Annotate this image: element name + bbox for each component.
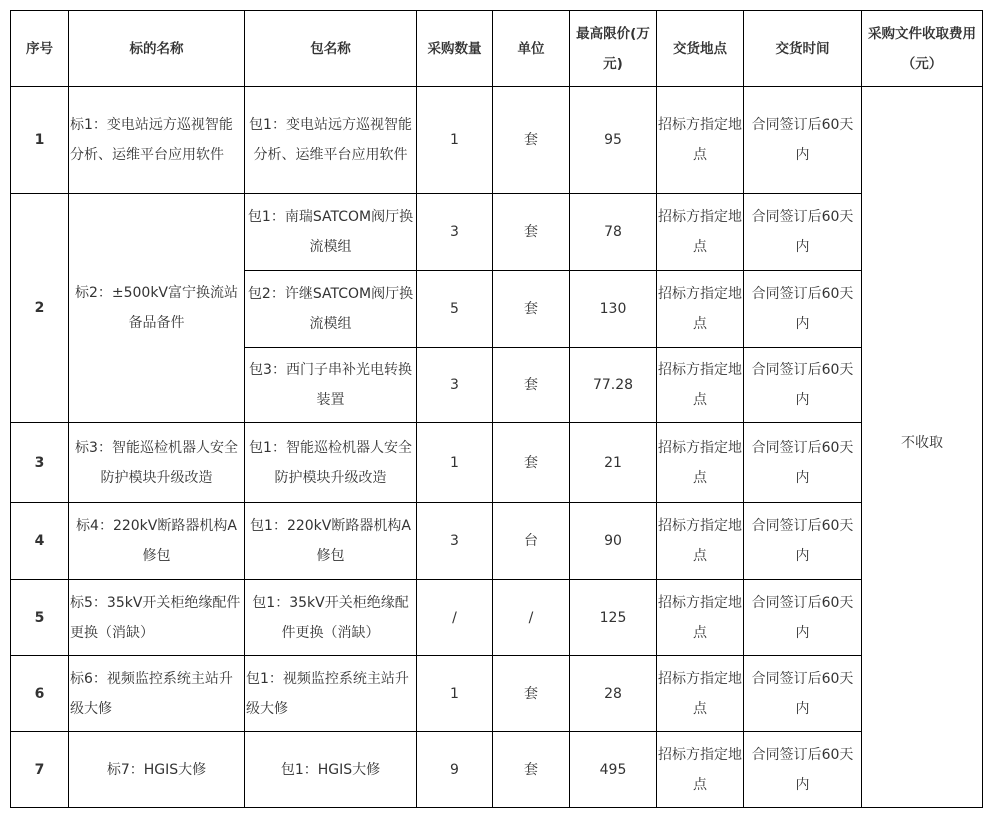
delivery-location-cell: 招标方指定地点 [657, 732, 744, 808]
delivery-location-cell: 招标方指定地点 [657, 194, 744, 271]
max-price-cell: 77.28 [570, 348, 657, 423]
document-fee-value: 不收取 [901, 435, 943, 451]
package-name-cell: 包3：西门子串补光电转换装置 [245, 348, 417, 423]
unit-cell: 套 [493, 423, 570, 503]
lot-name-cell: 标4：220kV断路器机构A修包 [69, 503, 245, 580]
delivery-location-cell: 招标方指定地点 [657, 423, 744, 503]
delivery-time-cell: 合同签订后60天内 [744, 194, 862, 271]
delivery-location-cell: 招标方指定地点 [657, 580, 744, 656]
lot-name-cell: 标2：±500kV富宁换流站备品备件 [69, 194, 245, 423]
package-name-cell: 包1：220kV断路器机构A修包 [245, 503, 417, 580]
document-fee-cell [862, 87, 983, 808]
delivery-time-cell: 合同签订后60天内 [744, 503, 862, 580]
delivery-time-cell: 合同签订后60天内 [744, 732, 862, 808]
package-name-cell: 包1：视频监控系统主站升级大修 [245, 656, 417, 732]
seq-cell: 5 [11, 580, 69, 656]
lot-name-cell: 标6：视频监控系统主站升级大修 [69, 656, 245, 732]
delivery-time-cell: 合同签订后60天内 [744, 87, 862, 194]
package-name-cell: 包1：南瑞SATCOM阀厅换流模组 [245, 194, 417, 271]
package-name-cell: 包2：许继SATCOM阀厅换流模组 [245, 271, 417, 348]
max-price-cell: 95 [570, 87, 657, 194]
seq-cell: 6 [11, 656, 69, 732]
table-row [11, 194, 983, 271]
delivery-location-cell: 招标方指定地点 [657, 87, 744, 194]
header-lot-name: 标的名称 [69, 11, 245, 87]
table-row [11, 87, 983, 194]
lot-name-cell: 标7：HGIS大修 [69, 732, 245, 808]
header-row [11, 11, 983, 87]
unit-cell: 台 [493, 503, 570, 580]
seq-cell: 4 [11, 503, 69, 580]
lot-name-cell: 标3：智能巡检机器人安全防护模块升级改造 [69, 423, 245, 503]
delivery-location-cell: 招标方指定地点 [657, 348, 744, 423]
unit-cell: 套 [493, 656, 570, 732]
delivery-location-cell: 招标方指定地点 [657, 656, 744, 732]
quantity-cell: 5 [417, 271, 493, 348]
max-price-cell: 495 [570, 732, 657, 808]
max-price-cell: 21 [570, 423, 657, 503]
quantity-cell: 3 [417, 194, 493, 271]
header-document-fee: 采购文件收取费用（元） [862, 11, 983, 87]
quantity-cell: / [417, 580, 493, 656]
unit-cell: 套 [493, 732, 570, 808]
delivery-time-cell: 合同签订后60天内 [744, 348, 862, 423]
max-price-cell: 28 [570, 656, 657, 732]
table-row [11, 423, 983, 503]
delivery-time-cell: 合同签订后60天内 [744, 271, 862, 348]
quantity-cell: 3 [417, 348, 493, 423]
header-unit: 单位 [493, 11, 570, 87]
seq-cell: 3 [11, 423, 69, 503]
header-seq: 序号 [11, 11, 69, 87]
delivery-time-cell: 合同签订后60天内 [744, 656, 862, 732]
lot-name-cell: 标1：变电站远方巡视智能分析、运维平台应用软件 [69, 87, 245, 194]
quantity-cell: 1 [417, 423, 493, 503]
header-package-name: 包名称 [245, 11, 417, 87]
header-delivery-time: 交货时间 [744, 11, 862, 87]
package-name-cell: 包1：35kV开关柜绝缘配件更换（消缺） [245, 580, 417, 656]
package-name-cell: 包1：HGIS大修 [245, 732, 417, 808]
unit-cell: 套 [493, 87, 570, 194]
quantity-cell: 9 [417, 732, 493, 808]
table-row [11, 580, 983, 656]
table-row [11, 503, 983, 580]
max-price-cell: 130 [570, 271, 657, 348]
quantity-cell: 3 [417, 503, 493, 580]
seq-cell: 1 [11, 87, 69, 194]
delivery-location-cell: 招标方指定地点 [657, 503, 744, 580]
unit-cell: / [493, 580, 570, 656]
max-price-cell: 78 [570, 194, 657, 271]
table-row [11, 656, 983, 732]
header-max-price: 最高限价(万元) [570, 11, 657, 87]
table-row [11, 732, 983, 808]
delivery-time-cell: 合同签订后60天内 [744, 580, 862, 656]
seq-cell: 7 [11, 732, 69, 808]
max-price-cell: 125 [570, 580, 657, 656]
delivery-time-cell: 合同签订后60天内 [744, 423, 862, 503]
lot-name-cell: 标5：35kV开关柜绝缘配件更换（消缺） [69, 580, 245, 656]
header-quantity: 采购数量 [417, 11, 493, 87]
procurement-table [10, 10, 983, 808]
unit-cell: 套 [493, 348, 570, 423]
unit-cell: 套 [493, 271, 570, 348]
seq-cell: 2 [11, 194, 69, 423]
unit-cell: 套 [493, 194, 570, 271]
header-delivery-location: 交货地点 [657, 11, 744, 87]
package-name-cell: 包1：智能巡检机器人安全防护模块升级改造 [245, 423, 417, 503]
delivery-location-cell: 招标方指定地点 [657, 271, 744, 348]
package-name-cell: 包1：变电站远方巡视智能分析、运维平台应用软件 [245, 87, 417, 194]
quantity-cell: 1 [417, 87, 493, 194]
quantity-cell: 1 [417, 656, 493, 732]
max-price-cell: 90 [570, 503, 657, 580]
